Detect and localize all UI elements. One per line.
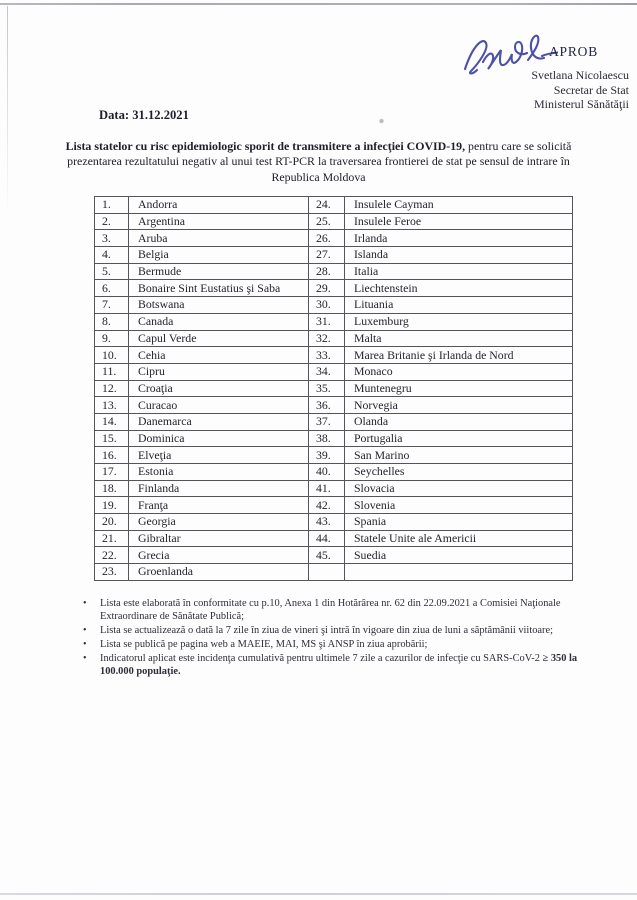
cell-number-right: 24. — [309, 197, 345, 214]
cell-country-left: Curacao — [129, 397, 309, 414]
cell-number-right: 31. — [309, 313, 345, 330]
cell-number-right: 26. — [309, 230, 345, 247]
cell-country-right: Malta — [345, 330, 573, 347]
cell-number-left: 21. — [95, 530, 129, 547]
cell-number-left: 4. — [95, 247, 129, 264]
cell-number-left: 15. — [95, 430, 129, 447]
cell-number-right: 41. — [309, 480, 345, 497]
cell-country-right: Muntenegru — [345, 380, 573, 397]
table-row — [95, 213, 573, 230]
cell-number-right: 33. — [309, 347, 345, 364]
table-row — [95, 263, 573, 280]
cell-country-left: Elveţia — [129, 447, 309, 464]
scan-edge-left — [7, 6, 8, 216]
cell-country-right: Olanda — [345, 413, 573, 430]
cell-country-right: Slovacia — [345, 480, 573, 497]
document-title-rest: pentru care se solicită prezentarea rezultatului negativ al unui test RT-PCR la traversarea frontierei de stat pe sensul de intrare în Republica Moldova — [67, 139, 572, 184]
bullet-icon: • — [83, 638, 87, 650]
cell-country-left: Bermude — [129, 263, 309, 280]
cell-number-left: 17. — [95, 464, 129, 481]
table-row — [95, 297, 573, 314]
cell-number-right: 38. — [309, 430, 345, 447]
cell-country-left: Cehia — [129, 347, 309, 364]
cell-country-right: Seychelles — [345, 464, 573, 481]
cell-country-left: Dominica — [129, 430, 309, 447]
cell-country-left: Bonaire Sint Eustatius şi Saba — [129, 280, 309, 297]
cell-country-left: Groenlanda — [129, 564, 309, 581]
approver-title: Secretar de Stat — [553, 82, 629, 97]
table-row — [95, 447, 573, 464]
footnote-text: Lista se actualizează o dată la 7 zile în ziua de vineri şi intră în vigoare din ziua de luni a săptămânii viitoare; — [100, 624, 553, 636]
cell-country-right: Monaco — [345, 363, 573, 380]
approver-org: Ministerul Sănătăţii — [534, 97, 629, 112]
table-row — [95, 397, 573, 414]
document-title-bold: Lista statelor cu risc epidemiologic sporit de transmitere a infecţiei COVID-19, — [65, 139, 466, 153]
cell-number-left: 9. — [95, 330, 129, 347]
cell-number-right: 36. — [309, 397, 345, 414]
cell-number-right: 27. — [309, 247, 345, 264]
cell-number-left: 20. — [95, 514, 129, 531]
country-table — [94, 196, 573, 581]
cell-number-left: 6. — [95, 280, 129, 297]
cell-number-left: 3. — [95, 230, 129, 247]
table-row — [95, 347, 573, 364]
cell-country-right: Spania — [345, 514, 573, 531]
table-row — [95, 313, 573, 330]
table-row — [95, 530, 573, 547]
cell-number-left: 2. — [95, 213, 129, 230]
cell-country-right: Insulele Cayman — [345, 197, 573, 214]
cell-number-left: 18. — [95, 480, 129, 497]
scan-speck-artifact — [379, 118, 384, 124]
cell-number-left: 16. — [95, 447, 129, 464]
cell-country-left: Aruba — [129, 230, 309, 247]
cell-number-left: 5. — [95, 263, 129, 280]
cell-country-right: Irlanda — [345, 230, 573, 247]
footnote-text: Lista este elaborată în conformitate cu p.10, Anexa 1 din Hotărârea nr. 62 din 22.09.2021 a Comisiei Naţionale Extraordinare de Sănătate Publică; — [100, 598, 561, 622]
cell-number-left: 14. — [95, 413, 129, 430]
cell-country-right: Liechtenstein — [345, 280, 573, 297]
cell-number-right: 32. — [309, 330, 345, 347]
cell-country-left: Belgia — [129, 247, 309, 264]
table-row — [95, 430, 573, 447]
cell-country-left: Canada — [129, 313, 309, 330]
cell-number-right: 43. — [309, 514, 345, 531]
cell-number-right: 35. — [309, 380, 345, 397]
cell-country-left: Argentina — [129, 213, 309, 230]
bullet-icon: • — [83, 624, 87, 636]
cell-country-right — [345, 564, 573, 581]
bullet-icon: • — [83, 652, 87, 664]
cell-country-right: Suedia — [345, 547, 573, 564]
cell-country-left: Andorra — [129, 197, 309, 214]
scan-edge-bottom — [0, 893, 637, 895]
footnotes-list — [83, 598, 595, 679]
table-row — [95, 280, 573, 297]
cell-number-right: 30. — [309, 297, 345, 314]
cell-country-right: Portugalia — [345, 430, 573, 447]
table-row — [95, 480, 573, 497]
cell-number-right: 45. — [309, 547, 345, 564]
cell-number-right: 28. — [309, 263, 345, 280]
cell-country-left: Georgia — [129, 514, 309, 531]
footnote-text: Indicatorul aplicat este incidenţa cumulativă pentru ultimele 7 zile a cazurilor de infecţie cu SARS-CoV-2 ≥ 350 la 100.000 populaţie. — [100, 652, 578, 677]
cell-country-right: Islanda — [345, 247, 573, 264]
table-row — [95, 380, 573, 397]
table-row — [95, 497, 573, 514]
document-date: Data: 31.12.2021 — [99, 108, 189, 122]
cell-country-left: Capul Verde — [129, 330, 309, 347]
approver-name: Svetlana Nicolaescu — [531, 68, 629, 82]
cell-number-right: 29. — [309, 280, 345, 297]
cell-number-left: 7. — [95, 297, 129, 314]
cell-country-right: Slovenia — [345, 497, 573, 514]
footnote-item — [83, 639, 595, 652]
cell-country-right: San Marino — [345, 447, 573, 464]
cell-number-right — [309, 564, 345, 581]
document-title — [57, 139, 580, 185]
cell-country-left: Franţa — [129, 497, 309, 514]
cell-number-left: 1. — [95, 197, 129, 214]
table-row — [95, 197, 573, 214]
approver-block — [531, 68, 629, 112]
cell-country-right: Lituania — [345, 297, 573, 314]
scan-edge-top — [0, 3, 637, 5]
cell-number-left: 23. — [95, 564, 129, 581]
table-row — [95, 247, 573, 264]
cell-number-right: 42. — [309, 497, 345, 514]
cell-number-left: 13. — [95, 397, 129, 414]
cell-country-left: Croaţia — [129, 380, 309, 397]
table-row — [95, 564, 573, 581]
footnote-text: Lista se publică pe pagina web a MAEIE, MAI, MS şi ANSP în ziua aprobării; — [100, 638, 428, 650]
footnote-item — [83, 653, 595, 679]
cell-country-right: Norvegia — [345, 397, 573, 414]
bullet-icon: • — [83, 598, 87, 609]
cell-number-right: 34. — [309, 363, 345, 380]
cell-number-left: 22. — [95, 547, 129, 564]
table-row — [95, 547, 573, 564]
footnote-item — [83, 625, 595, 638]
table-row — [95, 464, 573, 481]
cell-number-left: 10. — [95, 347, 129, 364]
cell-number-left: 11. — [95, 363, 129, 380]
cell-country-right: Luxemburg — [345, 313, 573, 330]
cell-country-left: Botswana — [129, 297, 309, 314]
cell-number-left: 19. — [95, 497, 129, 514]
table-row — [95, 230, 573, 247]
cell-number-right: 40. — [309, 464, 345, 481]
cell-number-right: 25. — [309, 213, 345, 230]
cell-country-left: Estonia — [129, 464, 309, 481]
table-row — [95, 413, 573, 430]
cell-number-right: 39. — [309, 447, 345, 464]
cell-country-right: Marea Britanie şi Irlanda de Nord — [345, 347, 573, 364]
cell-number-left: 12. — [95, 380, 129, 397]
cell-country-left: Danemarca — [129, 413, 309, 430]
table-row — [95, 514, 573, 531]
cell-country-right: Statele Unite ale Americii — [345, 530, 573, 547]
country-table-body — [95, 197, 573, 581]
cell-country-left: Grecia — [129, 547, 309, 564]
cell-country-left: Finlanda — [129, 480, 309, 497]
cell-number-left: 8. — [95, 313, 129, 330]
cell-number-right: 37. — [309, 413, 345, 430]
cell-country-left: Cipru — [129, 363, 309, 380]
cell-number-right: 44. — [309, 530, 345, 547]
footnote-item — [83, 598, 595, 624]
table-row — [95, 330, 573, 347]
cell-country-right: Italia — [345, 263, 573, 280]
approb-label: APROB — [549, 44, 599, 59]
table-row — [95, 363, 573, 380]
cell-country-left: Gibraltar — [129, 530, 309, 547]
cell-country-right: Insulele Feroe — [345, 213, 573, 230]
